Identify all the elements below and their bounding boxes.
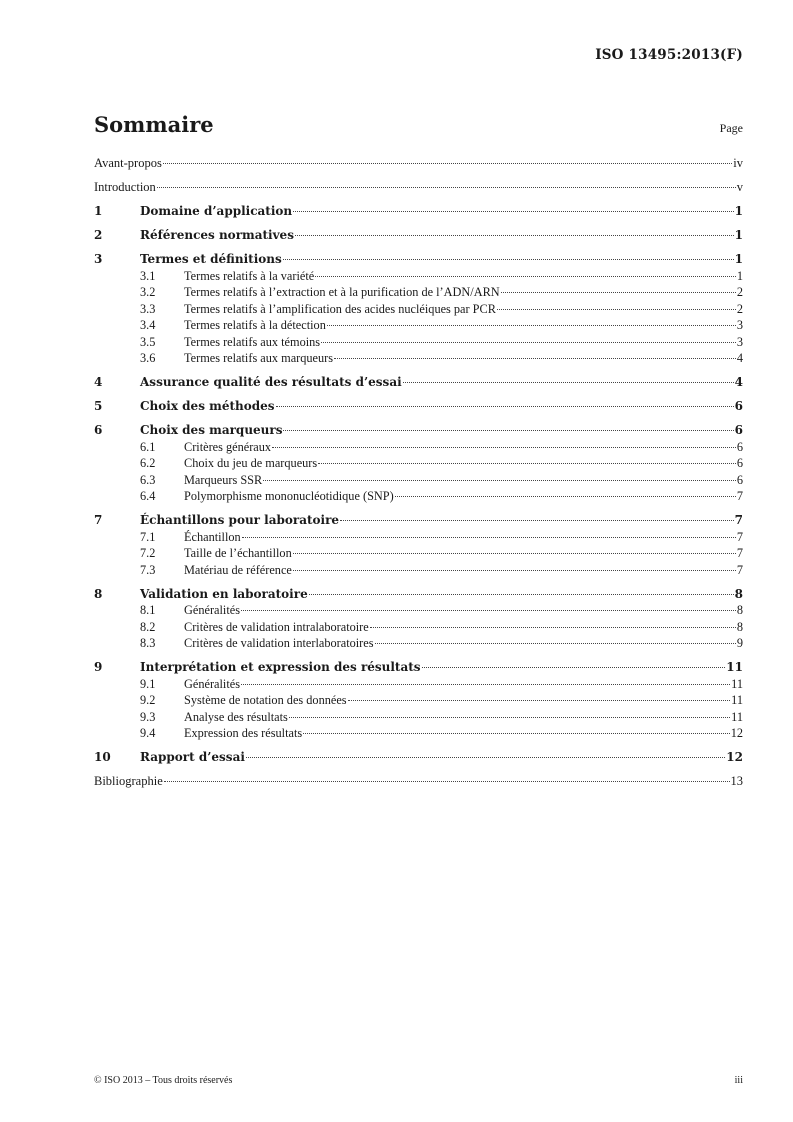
toc-entry-page: 11 — [731, 709, 743, 724]
toc-entry-page: 6 — [734, 423, 743, 437]
toc-entry-label: Matériau de référence — [184, 562, 292, 577]
toc-entry-number: 7.2 — [140, 546, 156, 560]
toc-entry[interactable] — [94, 636, 743, 653]
toc-entry-page: 1 — [736, 268, 743, 283]
toc-entry-page: 4 — [734, 375, 743, 389]
toc-entry[interactable] — [94, 399, 743, 416]
toc-gap — [94, 579, 743, 587]
toc-entry-page: 7 — [736, 546, 743, 560]
document-id: ISO 13495:2013(F) — [595, 47, 743, 63]
toc-entry-number: 3.4 — [140, 318, 156, 332]
toc-entry[interactable] — [94, 156, 743, 173]
toc-heading-row — [94, 112, 743, 137]
toc-entry-page: 7 — [736, 529, 743, 544]
toc-entry-number: 10 — [94, 750, 111, 764]
toc-entry[interactable] — [94, 693, 743, 710]
toc-entry-number: 6.1 — [140, 439, 156, 454]
toc-entry-page: iv — [733, 156, 743, 170]
toc-entry-number: 6 — [94, 423, 103, 437]
toc-entry-label: Validation en laboratoire — [140, 586, 308, 601]
dot-leader — [321, 342, 736, 343]
toc-entry[interactable] — [94, 318, 743, 335]
dot-leader — [263, 480, 736, 481]
toc-entry[interactable] — [94, 351, 743, 368]
copyright-notice: © ISO 2013 – Tous droits réservés — [94, 1075, 233, 1086]
dot-leader — [163, 163, 732, 164]
toc-entry-page: 13 — [730, 774, 743, 788]
toc-entry[interactable] — [94, 677, 743, 694]
toc-entry[interactable] — [94, 302, 743, 319]
toc-entry-number: 3.5 — [140, 334, 156, 349]
toc-entry-number: 9.1 — [140, 676, 156, 691]
toc-entry-number: 8.1 — [140, 603, 156, 617]
dot-leader — [403, 382, 734, 383]
dot-leader — [295, 235, 734, 236]
toc-entry-label: Termes relatifs à l’extraction et à la purification de l’ADN/ARN — [184, 285, 500, 299]
toc-entry[interactable] — [94, 456, 743, 473]
toc-entry-label: Analyse des résultats — [184, 709, 288, 724]
toc-entry[interactable] — [94, 546, 743, 563]
dot-leader — [242, 537, 736, 538]
toc-entry-page: v — [736, 180, 743, 194]
dot-leader — [293, 570, 736, 571]
page-title: Sommaire — [94, 112, 214, 137]
toc-entry[interactable] — [94, 204, 743, 221]
dot-leader — [309, 594, 734, 595]
page-column-label: Page — [719, 121, 743, 135]
toc-entry-number: 9.4 — [140, 726, 156, 740]
toc-entry[interactable] — [94, 440, 743, 457]
toc-entry-label: Taille de l’échantillon — [184, 546, 292, 560]
toc-gap — [94, 653, 743, 661]
toc-entry-label: Critères de validation intralaboratoire — [184, 619, 369, 634]
page-footer — [94, 1075, 743, 1086]
dot-leader — [157, 187, 736, 188]
dot-leader — [348, 700, 731, 701]
dot-leader — [422, 667, 726, 668]
dot-leader — [327, 325, 736, 326]
toc-entry-number: 2 — [94, 228, 103, 242]
toc-entry-number: 3.2 — [140, 285, 156, 299]
toc-entry-page: 8 — [734, 586, 743, 601]
toc-gap — [94, 506, 743, 514]
toc-entry-page: 6 — [736, 472, 743, 487]
toc-entry-number: 3 — [94, 252, 103, 266]
toc-entry-page: 1 — [734, 252, 743, 266]
toc-entry-page: 12 — [726, 750, 743, 764]
toc-entry-label: Termes relatifs à la variété — [184, 268, 315, 283]
toc-entry[interactable] — [94, 252, 743, 269]
toc-entry-label: Bibliographie — [94, 774, 163, 788]
dot-leader — [303, 733, 730, 734]
toc-entry[interactable] — [94, 285, 743, 302]
toc-entry-number: 8.2 — [140, 619, 156, 634]
dot-leader — [375, 643, 736, 644]
dot-leader — [370, 627, 736, 628]
toc-entry-label: Termes relatifs à la détection — [184, 318, 326, 332]
toc-entry-number: 3.3 — [140, 301, 156, 316]
toc-entry-label: Critères de validation interlaboratoires — [184, 636, 374, 650]
toc-gap — [94, 416, 743, 424]
toc-entry-number: 3.1 — [140, 268, 156, 283]
toc-entry-number: 8 — [94, 586, 103, 601]
toc-entry-number: 5 — [94, 399, 103, 413]
table-of-contents — [94, 156, 743, 791]
toc-entry-number: 8.3 — [140, 636, 156, 650]
toc-entry-page: 8 — [736, 619, 743, 634]
toc-entry[interactable] — [94, 726, 743, 743]
toc-entry-label: Échantillon — [184, 529, 241, 544]
toc-entry-number: 1 — [94, 204, 103, 218]
toc-entry-page: 7 — [734, 513, 743, 527]
toc-entry-number: 7.1 — [140, 529, 156, 544]
toc-entry-label: Expression des résultats — [184, 726, 303, 740]
dot-leader — [272, 447, 736, 448]
toc-entry-label: Références normatives — [140, 228, 294, 242]
toc-entry-page: 8 — [736, 603, 743, 617]
toc-entry-page: 11 — [731, 676, 743, 691]
toc-entry-page: 2 — [736, 301, 743, 316]
toc-entry[interactable] — [94, 774, 743, 791]
toc-entry[interactable] — [94, 603, 743, 620]
toc-gap — [94, 767, 743, 775]
dot-leader — [246, 757, 725, 758]
toc-entry-number: 4 — [94, 375, 103, 389]
toc-entry-label: Marqueurs SSR — [184, 472, 263, 487]
toc-entry-label: Avant-propos — [94, 156, 162, 170]
dot-leader — [283, 430, 733, 431]
toc-entry-page: 9 — [736, 636, 743, 650]
toc-entry-number: 6.4 — [140, 489, 156, 503]
toc-entry[interactable] — [94, 750, 743, 767]
toc-entry-page: 7 — [736, 562, 743, 577]
toc-entry[interactable] — [94, 473, 743, 490]
toc-entry-page: 1 — [734, 204, 743, 218]
toc-entry-label: Échantillons pour laboratoire — [140, 513, 340, 527]
toc-entry-number: 9 — [94, 660, 103, 674]
toc-entry[interactable] — [94, 563, 743, 580]
toc-entry-number: 3.6 — [140, 351, 156, 365]
toc-entry-label: Termes et définitions — [140, 252, 282, 266]
toc-entry-label: Critères généraux — [184, 439, 272, 454]
toc-entry-page: 6 — [734, 399, 743, 413]
toc-gap — [94, 743, 743, 751]
toc-entry-page: 6 — [736, 439, 743, 454]
toc-entry[interactable] — [94, 620, 743, 637]
dot-leader — [241, 684, 730, 685]
dot-leader — [334, 358, 736, 359]
toc-entry-label: Polymorphisme mononucléotidique (SNP) — [184, 489, 394, 503]
toc-entry-page: 3 — [736, 334, 743, 349]
page-number: iii — [734, 1075, 743, 1086]
toc-gap — [94, 173, 743, 181]
toc-entry-label: Termes relatifs aux témoins — [184, 334, 321, 349]
toc-entry-page: 7 — [736, 489, 743, 503]
toc-entry-label: Assurance qualité des résultats d’essai — [140, 375, 402, 389]
toc-entry-label: Termes relatifs à l’amplification des acides nucléiques par PCR — [184, 301, 496, 316]
dot-leader — [318, 463, 736, 464]
toc-gap — [94, 197, 743, 205]
toc-entry-number: 6.3 — [140, 472, 156, 487]
toc-entry-page: 6 — [736, 456, 743, 470]
toc-entry[interactable] — [94, 423, 743, 440]
toc-gap — [94, 392, 743, 400]
toc-entry-page: 11 — [726, 660, 743, 674]
toc-entry[interactable] — [94, 228, 743, 245]
toc-entry-label: Domaine d’application — [140, 204, 293, 218]
dot-leader — [289, 717, 730, 718]
toc-entry-label: Introduction — [94, 180, 156, 194]
toc-entry-label: Rapport d’essai — [140, 750, 245, 764]
toc-entry-label: Choix des marqueurs — [140, 423, 283, 437]
toc-entry-page: 1 — [734, 228, 743, 242]
dot-leader — [315, 276, 736, 277]
toc-gap — [94, 245, 743, 253]
toc-entry[interactable] — [94, 375, 743, 392]
dot-leader — [283, 259, 734, 260]
dot-leader — [497, 309, 736, 310]
dot-leader — [276, 406, 734, 407]
dot-leader — [501, 292, 736, 293]
toc-entry-number: 9.2 — [140, 693, 156, 707]
toc-entry[interactable] — [94, 530, 743, 547]
toc-entry-label: Interprétation et expression des résultats — [140, 660, 421, 674]
dot-leader — [241, 610, 736, 611]
toc-entry-number: 7 — [94, 513, 103, 527]
toc-entry-page: 3 — [736, 318, 743, 332]
dot-leader — [340, 520, 734, 521]
toc-entry[interactable] — [94, 710, 743, 727]
toc-entry-label: Choix du jeu de marqueurs — [184, 456, 318, 470]
toc-entry-label: Système de notation des données — [184, 693, 347, 707]
toc-entry[interactable] — [94, 269, 743, 286]
toc-entry-label: Généralités — [184, 603, 240, 617]
toc-entry[interactable] — [94, 513, 743, 530]
toc-entry[interactable] — [94, 335, 743, 352]
dot-leader — [293, 553, 736, 554]
toc-entry-label: Généralités — [184, 676, 240, 691]
toc-entry-page: 11 — [731, 693, 743, 707]
toc-entry[interactable] — [94, 180, 743, 197]
toc-entry-page: 2 — [736, 285, 743, 299]
toc-entry-label: Termes relatifs aux marqueurs — [184, 351, 334, 365]
toc-entry[interactable] — [94, 587, 743, 604]
toc-entry[interactable] — [94, 660, 743, 677]
toc-gap — [94, 368, 743, 376]
toc-gap — [94, 221, 743, 229]
toc-entry-number: 6.2 — [140, 456, 156, 470]
dot-leader — [293, 211, 734, 212]
toc-entry-page: 4 — [736, 351, 743, 365]
toc-entry-page: 12 — [730, 726, 743, 740]
dot-leader — [395, 496, 736, 497]
toc-entry[interactable] — [94, 489, 743, 506]
toc-entry-number: 9.3 — [140, 709, 156, 724]
toc-entry-number: 7.3 — [140, 562, 156, 577]
dot-leader — [164, 781, 730, 782]
toc-entry-label: Choix des méthodes — [140, 399, 275, 413]
